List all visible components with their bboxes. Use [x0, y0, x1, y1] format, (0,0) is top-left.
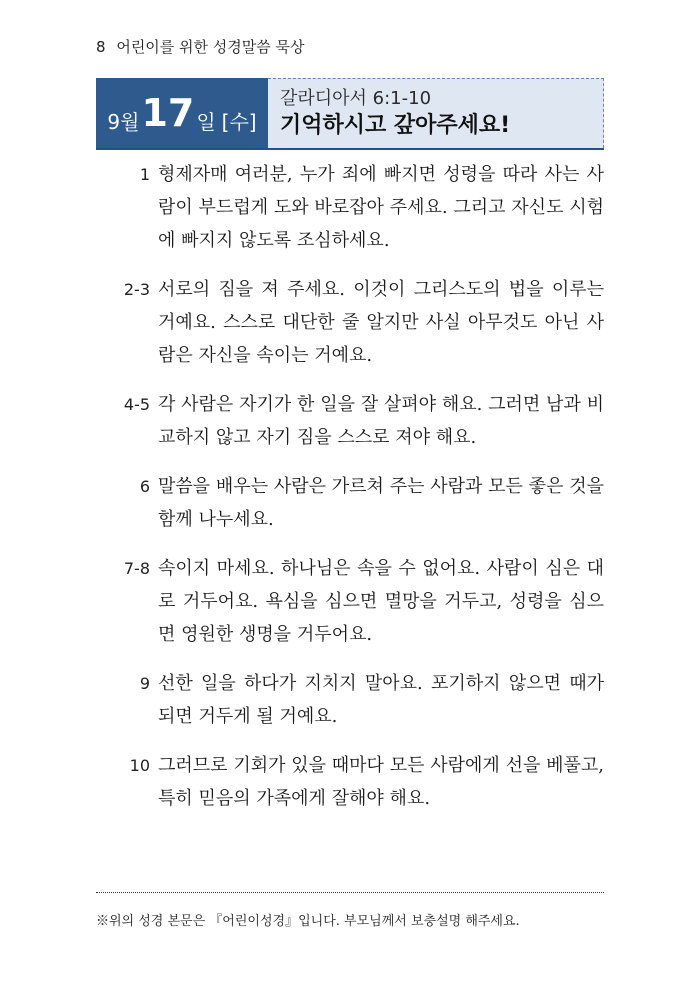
date-box [96, 78, 268, 148]
verse-text: 각 사람은 자기가 한 일을 잘 살펴야 해요. 그러면 남과 비교하지 않고 자기 짐을 스스로 져야 해요. [158, 394, 604, 448]
scripture-reference: 갈라디아서 6:1-10 [280, 87, 432, 109]
verse-item [96, 388, 604, 454]
date-day: 17 [141, 91, 195, 135]
footer-divider [96, 892, 604, 893]
verse-text: 서로의 짐을 져 주세요. 이것이 그리스도의 법을 이루는 거예요. 스스로 대단한 줄 알지만 사실 아무것도 아닌 사람은 자신을 속이는 거예요. [158, 279, 604, 366]
verse-number: 7-8 [123, 559, 150, 578]
verse-number: 6 [139, 477, 150, 496]
verse-item [96, 158, 604, 257]
verse-item [96, 749, 604, 815]
footnote: ※위의 성경 본문은 『어린이성경』입니다. 부모님께서 보충설명 해주세요. [96, 914, 520, 929]
verse-text: 속이지 마세요. 하나님은 속을 수 없어요. 사람이 심은 대로 거두어요. 욕심을 심으면 멸망을 거두고, 성령을 심으면 영원한 생명을 거두어요. [158, 558, 604, 645]
verse-text: 선한 일을 하다가 지치지 말아요. 포기하지 않으면 때가 되면 거두게 될 거예요. [158, 673, 604, 727]
running-header [96, 36, 305, 57]
page-title: 기억하시고 갚아주세요! [280, 112, 511, 138]
page-number: 8 [96, 38, 106, 56]
verse-text: 말씀을 배우는 사람은 가르쳐 주는 사람과 모든 좋은 것을 함께 나누세요. [158, 476, 604, 530]
date-day-unit: 일 [196, 109, 216, 134]
verse-number: 9 [139, 674, 150, 693]
verse-list [96, 158, 604, 831]
verse-number: 4-5 [123, 395, 150, 414]
verse-text: 형제자매 여러분, 누가 죄에 빠지면 성령을 따라 사는 사람이 부드럽게 도와 바로잡아 주세요. 그리고 자신도 시험에 빠지지 않도록 조심하세요. [158, 164, 604, 251]
verse-item [96, 552, 604, 651]
verse-item [96, 470, 604, 536]
verse-item [96, 667, 604, 733]
verse-number: 2-3 [123, 280, 150, 299]
verse-item [96, 273, 604, 372]
series-title: 어린이를 위한 성경말씀 묵상 [116, 38, 305, 56]
verse-text: 그러므로 기회가 있을 때마다 모든 사람에게 선을 베풀고, 특히 믿음의 가족에게 잘해야 해요. [158, 755, 604, 809]
date-title-banner [96, 78, 604, 150]
verse-number: 1 [139, 165, 150, 184]
date-month: 9월 [107, 109, 140, 134]
verse-number: 10 [129, 756, 150, 775]
date-weekday: [수] [221, 109, 257, 134]
title-box [268, 78, 604, 148]
